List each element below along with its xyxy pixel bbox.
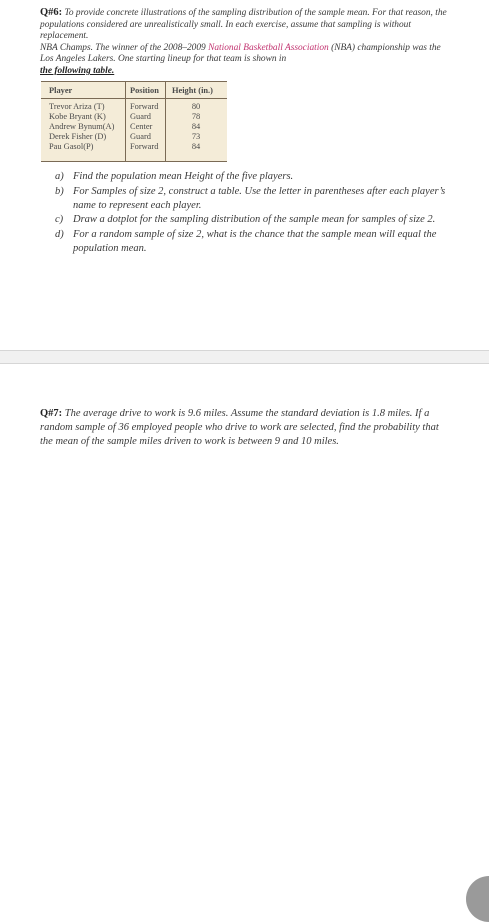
table-row (41, 102, 227, 112)
q7-label: Q#7: (40, 408, 63, 419)
cell-position: Center (130, 122, 153, 131)
part-label: d) (55, 229, 64, 241)
part-a (55, 170, 455, 184)
table-row (41, 132, 227, 142)
q6-table-intro: the following table. (40, 65, 115, 76)
cell-player: Trevor Ariza (T) (49, 102, 105, 111)
part-c (55, 213, 455, 227)
cell-height: 78 (191, 112, 201, 121)
q6-label: Q#6: (40, 7, 63, 18)
cell-player: Pau Gasol(P) (49, 142, 94, 151)
table-row (41, 122, 227, 132)
page-1 (0, 0, 489, 350)
cell-player: Kobe Bryant (K) (49, 112, 106, 121)
cell-height: 80 (191, 102, 201, 111)
page-break (0, 350, 489, 364)
part-label: a) (55, 171, 64, 182)
lakers-table (41, 81, 227, 162)
part-label: b) (55, 185, 64, 197)
nba-link[interactable]: National Basketball Association (208, 42, 329, 53)
table-row (41, 112, 227, 122)
part-label: c) (55, 214, 64, 226)
table-row (41, 142, 227, 152)
cell-position: Forward (130, 142, 159, 151)
cell-height: 84 (191, 142, 201, 151)
q6-nba-suffix: (NBA) championship was the Los Angeles Lakers. One starting lineup for that team is shown in (40, 42, 441, 65)
cell-player: Andrew Bynum(A) (49, 122, 115, 131)
q6-parts-list (55, 170, 455, 257)
part-text: For Samples of size 2, construct a table. Use the letter in parentheses after each player’s name to represent each player. (73, 185, 446, 211)
cell-position: Guard (130, 132, 151, 141)
q6-intro (40, 7, 450, 78)
q7-text: The average drive to work is 9.6 miles. Assume the standard deviation is 1.8 miles. If a random sample of 36 employed people who drive to work are selected, find the probability that the mean of the sample miles driven to work is between 9 and 10 miles. (40, 408, 439, 447)
cell-position: Guard (130, 112, 151, 121)
header-player: Player (49, 86, 73, 95)
part-text: Find the population mean Height of the five players. (73, 171, 294, 182)
header-position: Position (130, 86, 159, 95)
part-b (55, 185, 455, 213)
header-height: Height (in.) (172, 86, 213, 95)
cell-position: Forward (130, 102, 159, 111)
part-text: For a random sample of size 2, what is the chance that the sample mean will equal the population mean. (73, 229, 437, 254)
q6-nba-prefix: NBA Champs. The winner of the 2008–2009 (40, 42, 209, 53)
cell-height: 73 (191, 132, 201, 141)
cell-player: Derek Fisher (D) (49, 132, 107, 141)
q6-intro-text: To provide concrete illustrations of the sampling distribution of the sample mean. For that reason, the populations considered are unrealistically small. In each exercise, assume that sampling is without replacement. (40, 8, 447, 42)
part-d (55, 228, 455, 256)
table-header (41, 82, 227, 99)
q7-block (40, 407, 450, 449)
part-text: Draw a dotplot for the sampling distribution of the sample mean for samples of size 2. (73, 214, 436, 226)
cell-height: 84 (191, 122, 201, 131)
floating-action-button[interactable] (466, 876, 489, 922)
